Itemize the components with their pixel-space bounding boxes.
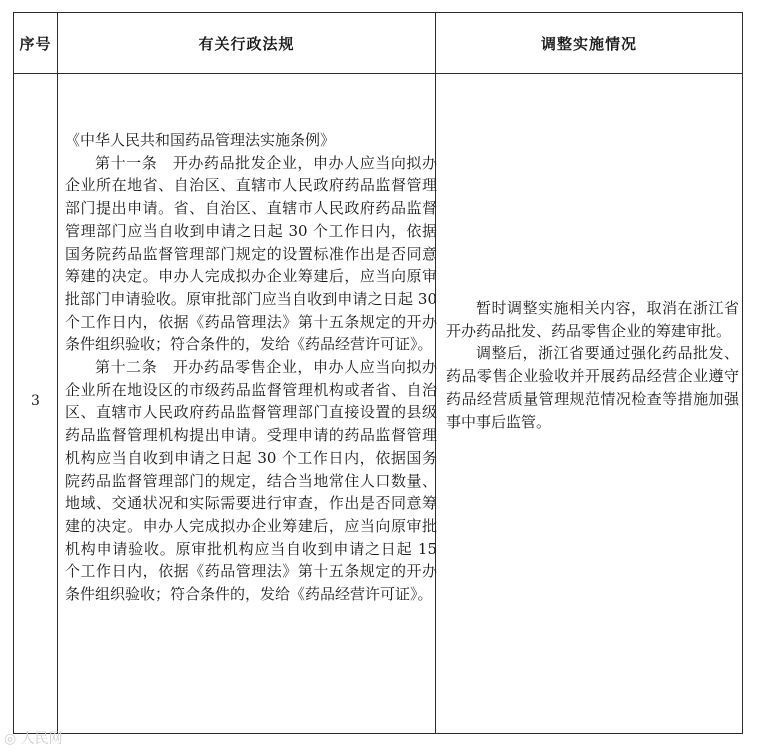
regulation-table [13,12,743,734]
header-adjustment: 调整实施情况 [540,34,637,53]
article-11: 第十一条 开办药品批发企业，申办人应当向拟办企业所在地省、自治区、直辖市人民政府药品监督管理部门提出申请。省、自治区、直辖市人民政府药品监督管理部门应当自收到申请之日起 30 个工作日内，依据国务院药品监督管理部门规定的设置标准作出是否同意筹建的决定。申办人完成拟办企业筹建后，应当向原审批部门申请验收。原审批部门应当自收到申请之日起 30 个工作日内，依据《药品管理法》第十五条规定的开办条件组织验收；符合条件的，发给《药品经营许可证》。 [65,153,437,354]
article-12: 第十二条 开办药品零售企业，申办人应当向拟办企业所在地设区的市级药品监督管理机构或者省、自治区、直辖市人民政府药品监督管理部门直接设置的县级药品监督管理机构提出申请。受理申请的药品监督管理机构应当自收到申请之日起 30 个工作日内，依据国务院药品监督管理部门的规定，结合当地常住人口数量、地域、交通状况和实际需要进行审查，作出是否同意筹建的决定。申办人完成拟办企业筹建后，应当向原审批机构申请验收。原审批机构应当自收到申请之日起 15 个工作日内，依据《药品管理法》第十五条规定的开办条件组织验收；符合条件的，发给《药品经营许可证》。 [65,358,437,604]
watermark-text: 人民网 [20,731,63,747]
header-seq: 序号 [19,34,52,53]
adjustment-cell [446,297,739,433]
row-seq-number: 3 [31,393,40,409]
watermark-icon: ◎ [4,731,17,747]
regulation-cell [65,129,437,606]
header-divider [14,73,742,74]
header-regulation: 有关行政法规 [198,34,295,53]
column-divider-1 [57,13,58,733]
watermark-logo [4,728,63,748]
regulation-title: 《中华人民共和国药品管理法实施条例》 [65,131,336,149]
adjustment-paragraph-1: 暂时调整实施相关内容，取消在浙江省开办药品批发、药品零售企业的筹建审批。 [446,299,739,340]
adjustment-paragraph-2: 调整后，浙江省要通过强化药品批发、药品零售企业验收并开展药品经营企业遵守药品经营质量管理规范情况检查等措施加强事中事后监管。 [446,344,739,431]
